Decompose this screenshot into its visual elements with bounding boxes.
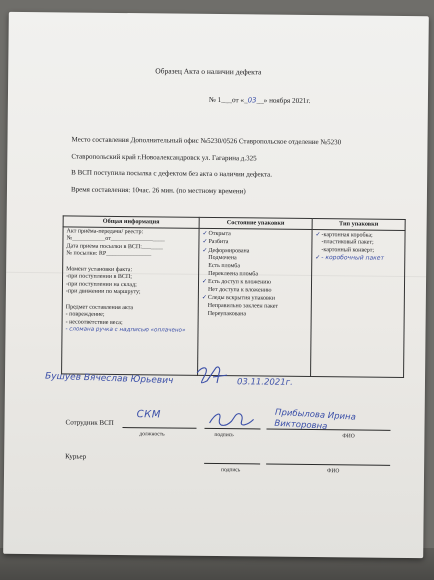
courier-label: Курьер [65, 452, 87, 461]
header-packaging-type: Тип упаковки [312, 219, 405, 231]
position-caption: должность [139, 431, 165, 438]
state-label: Неправильно заклеен пакет [207, 302, 279, 310]
packaging-type-cell [311, 229, 406, 377]
state-label: Есть доступ к вложению [208, 279, 272, 286]
arrival-line: В ВСП поступила посылка с дефектом без акта о наличии дефекта. [71, 168, 273, 179]
state-item [202, 310, 308, 319]
check-icon: ✓ [201, 294, 207, 302]
general-info-line: -при поступлении в ВСП; [66, 273, 132, 281]
employee-position: СКМ [136, 409, 161, 421]
act-number-suffix: __» ноября 2021г. [256, 96, 311, 105]
type-label: -пластиковый пакет; [321, 239, 374, 246]
state-label: Подмочена [208, 255, 237, 262]
document-title: Образец Акта о наличии дефекта [155, 66, 262, 77]
state-label: Следы вскрытия упаковки [207, 295, 276, 302]
header-packaging-state: Состояние упаковки [199, 217, 312, 229]
courier-signature-line [204, 463, 260, 465]
defect-table [61, 215, 406, 377]
general-info-handwritten: - сломана ручка с надписью «оплачено» [65, 326, 186, 334]
employee-label: Сотрудник ВСП [65, 418, 114, 427]
header-general-info: Общая информация [63, 216, 199, 228]
employee-name: Прибылова Ирина Викторовна [274, 407, 357, 432]
general-info-line: -при поступлении на склад; [65, 281, 137, 288]
state-label: Переклеена пломба [208, 270, 259, 278]
type-label: -картонный конверт; [321, 246, 375, 254]
state-label: Есть пломба [208, 262, 241, 270]
signature-icon [195, 363, 229, 387]
employee-name-caption: ФИО [342, 433, 355, 440]
general-info-line: -при движении по маршруту; [65, 288, 141, 296]
state-label: Нет доступа к вложению [207, 286, 272, 294]
general-info-cell [62, 226, 200, 374]
act-number-prefix: № 1___от «_ [208, 95, 248, 105]
check-icon: ✓ [202, 229, 208, 237]
courier-name-caption: ФИО [327, 468, 340, 475]
type-handwritten: ✓- коробочный пакет [315, 254, 384, 263]
check-icon: ✓ [201, 278, 208, 286]
state-label: Разбита [208, 239, 229, 246]
place-line-1: Место составления Дополнительный офис №5230/0526 Ставропольское отделение №5230 [71, 135, 342, 147]
check-icon: ✓ [202, 238, 208, 246]
general-info-line: Момент установки факта: [66, 265, 133, 273]
employee-signature-caption: подпись [214, 431, 234, 439]
packaging-state-cell [198, 228, 313, 376]
position-line [122, 427, 196, 429]
document-page [3, 12, 429, 558]
state-label: Деформирована [208, 247, 250, 255]
place-line-2: Ставропольский край г.Новоалександровск ул. Гагарина д.325 [71, 152, 257, 163]
check-icon: ✓ [202, 246, 208, 254]
state-label: Открыта [208, 230, 231, 237]
act-number [209, 97, 311, 105]
check-icon: ✓ [315, 230, 321, 238]
employee-signature-icon [205, 409, 255, 432]
general-info-line: Дата приема посылки в ВСП:_______ [66, 243, 163, 251]
general-info-line: - повреждение; [65, 311, 105, 318]
courier-signature-caption: подпись [221, 467, 241, 474]
table-body-row [62, 226, 406, 377]
general-info-line: Предмет составления акта [65, 303, 134, 311]
check-icon: ✓ [315, 254, 321, 262]
act-number-day: 03 [247, 96, 257, 105]
general-info-line: Акт приёма-передачи/ реестр: [66, 228, 144, 235]
general-info-line: № посылки: RP_______________ [66, 250, 152, 258]
general-info-line: №___________от__________________ [66, 235, 165, 243]
general-info-line: - несоответствие веса; [65, 319, 123, 326]
time-line: Время составления: 10чаc. 26 мин. (по местному времени) [70, 185, 246, 196]
handwritten-date: 03.11.2021г. [236, 377, 293, 388]
state-label: Переупакована [207, 310, 247, 317]
type-label: -картонная коробка; [321, 231, 373, 239]
handwritten-name: Бушуев Вячеслав Юрьевич [44, 371, 174, 387]
courier-name-line [266, 464, 390, 466]
